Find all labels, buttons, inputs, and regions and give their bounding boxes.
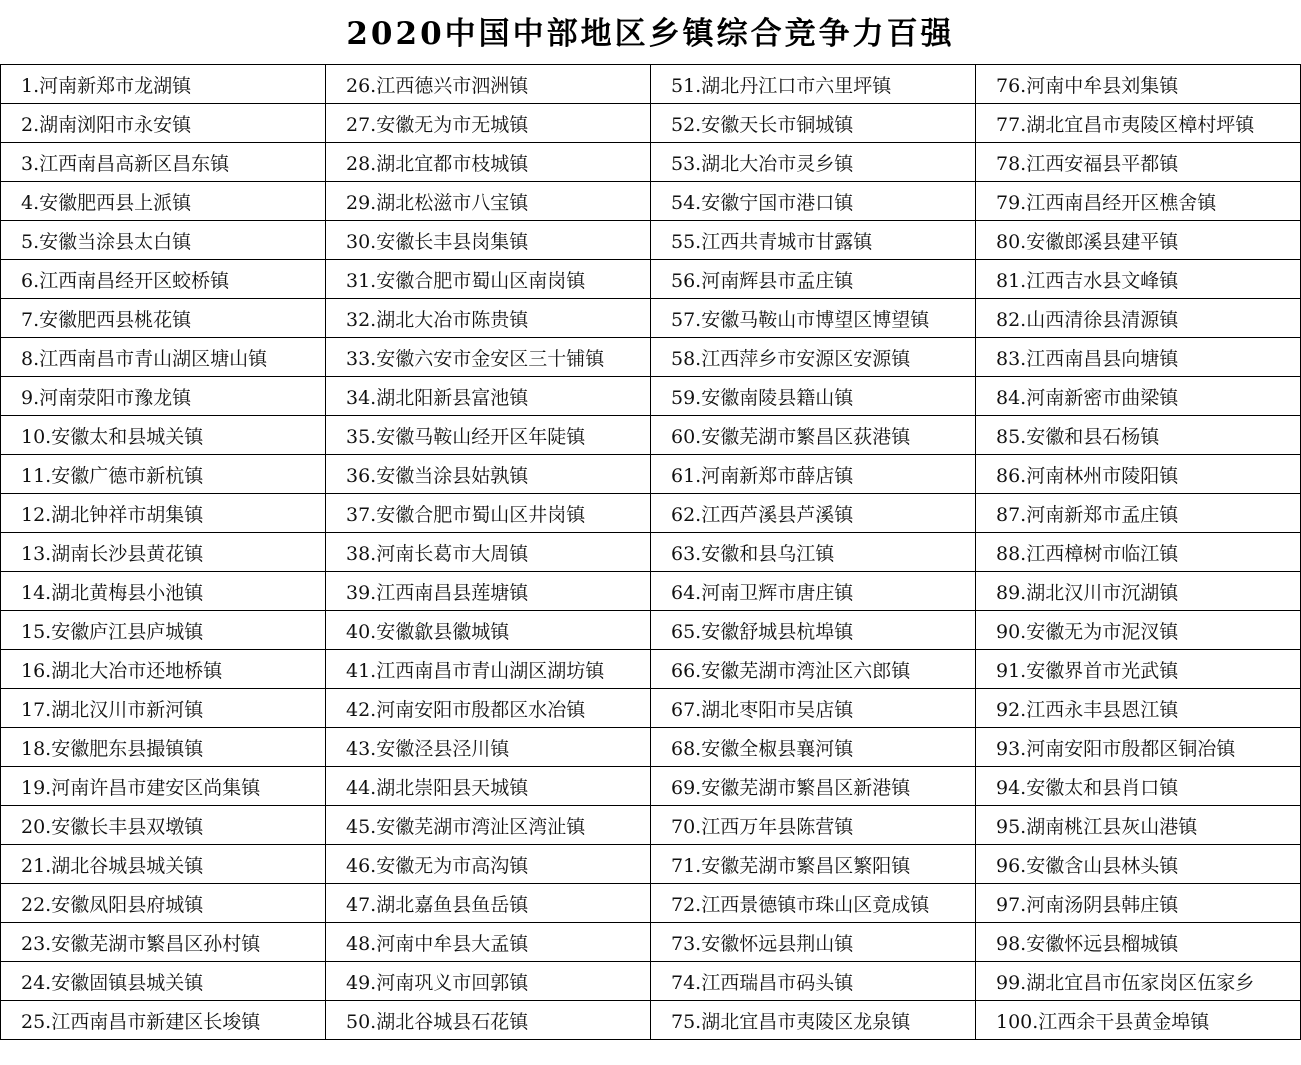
ranking-cell: 26.江西德兴市泗洲镇 xyxy=(326,65,651,104)
ranking-cell: 65.安徽舒城县杭埠镇 xyxy=(651,611,976,650)
ranking-cell: 78.江西安福县平都镇 xyxy=(976,143,1301,182)
ranking-cell: 25.江西南昌市新建区长埈镇 xyxy=(1,1001,326,1040)
table-row xyxy=(1,182,1301,221)
ranking-cell: 62.江西芦溪县芦溪镇 xyxy=(651,494,976,533)
ranking-cell: 13.湖南长沙县黄花镇 xyxy=(1,533,326,572)
ranking-cell: 100.江西余干县黄金埠镇 xyxy=(976,1001,1301,1040)
ranking-cell: 71.安徽芜湖市繁昌区繁阳镇 xyxy=(651,845,976,884)
table-row xyxy=(1,728,1301,767)
ranking-cell: 59.安徽南陵县籍山镇 xyxy=(651,377,976,416)
ranking-cell: 86.河南林州市陵阳镇 xyxy=(976,455,1301,494)
ranking-cell: 66.安徽芜湖市湾沚区六郎镇 xyxy=(651,650,976,689)
ranking-cell: 6.江西南昌经开区蛟桥镇 xyxy=(1,260,326,299)
ranking-cell: 88.江西樟树市临江镇 xyxy=(976,533,1301,572)
ranking-cell: 82.山西清徐县清源镇 xyxy=(976,299,1301,338)
ranking-cell: 50.湖北谷城县石花镇 xyxy=(326,1001,651,1040)
ranking-table-body xyxy=(1,65,1301,1040)
ranking-cell: 34.湖北阳新县富池镇 xyxy=(326,377,651,416)
ranking-cell: 9.河南荥阳市豫龙镇 xyxy=(1,377,326,416)
table-row xyxy=(1,104,1301,143)
ranking-cell: 52.安徽天长市铜城镇 xyxy=(651,104,976,143)
ranking-cell: 96.安徽含山县林头镇 xyxy=(976,845,1301,884)
table-row xyxy=(1,884,1301,923)
ranking-cell: 84.河南新密市曲梁镇 xyxy=(976,377,1301,416)
ranking-cell: 36.安徽当涂县姑孰镇 xyxy=(326,455,651,494)
table-row xyxy=(1,221,1301,260)
ranking-cell: 54.安徽宁国市港口镇 xyxy=(651,182,976,221)
ranking-cell: 12.湖北钟祥市胡集镇 xyxy=(1,494,326,533)
ranking-cell: 74.江西瑞昌市码头镇 xyxy=(651,962,976,1001)
ranking-cell: 72.江西景德镇市珠山区竟成镇 xyxy=(651,884,976,923)
ranking-cell: 95.湖南桃江县灰山港镇 xyxy=(976,806,1301,845)
ranking-cell: 35.安徽马鞍山经开区年陡镇 xyxy=(326,416,651,455)
table-row xyxy=(1,416,1301,455)
ranking-cell: 27.安徽无为市无城镇 xyxy=(326,104,651,143)
ranking-cell: 58.江西萍乡市安源区安源镇 xyxy=(651,338,976,377)
table-row xyxy=(1,143,1301,182)
ranking-cell: 31.安徽合肥市蜀山区南岗镇 xyxy=(326,260,651,299)
ranking-cell: 18.安徽肥东县撮镇镇 xyxy=(1,728,326,767)
ranking-cell: 85.安徽和县石杨镇 xyxy=(976,416,1301,455)
ranking-cell: 48.河南中牟县大孟镇 xyxy=(326,923,651,962)
ranking-cell: 87.河南新郑市孟庄镇 xyxy=(976,494,1301,533)
ranking-cell: 80.安徽郎溪县建平镇 xyxy=(976,221,1301,260)
ranking-cell: 23.安徽芜湖市繁昌区孙村镇 xyxy=(1,923,326,962)
ranking-cell: 32.湖北大冶市陈贵镇 xyxy=(326,299,651,338)
ranking-cell: 68.安徽全椒县襄河镇 xyxy=(651,728,976,767)
table-row xyxy=(1,650,1301,689)
ranking-cell: 51.湖北丹江口市六里坪镇 xyxy=(651,65,976,104)
ranking-cell: 15.安徽庐江县庐城镇 xyxy=(1,611,326,650)
table-row xyxy=(1,923,1301,962)
ranking-cell: 67.湖北枣阳市吴店镇 xyxy=(651,689,976,728)
ranking-cell: 7.安徽肥西县桃花镇 xyxy=(1,299,326,338)
ranking-cell: 97.河南汤阴县韩庄镇 xyxy=(976,884,1301,923)
ranking-cell: 29.湖北松滋市八宝镇 xyxy=(326,182,651,221)
ranking-cell: 30.安徽长丰县岗集镇 xyxy=(326,221,651,260)
ranking-cell: 24.安徽固镇县城关镇 xyxy=(1,962,326,1001)
ranking-cell: 73.安徽怀远县荆山镇 xyxy=(651,923,976,962)
table-row xyxy=(1,572,1301,611)
ranking-cell: 75.湖北宜昌市夷陵区龙泉镇 xyxy=(651,1001,976,1040)
table-row xyxy=(1,494,1301,533)
table-row xyxy=(1,611,1301,650)
ranking-cell: 70.江西万年县陈营镇 xyxy=(651,806,976,845)
ranking-cell: 61.河南新郑市薛店镇 xyxy=(651,455,976,494)
table-row xyxy=(1,455,1301,494)
table-row xyxy=(1,845,1301,884)
ranking-cell: 69.安徽芜湖市繁昌区新港镇 xyxy=(651,767,976,806)
ranking-cell: 2.湖南浏阳市永安镇 xyxy=(1,104,326,143)
ranking-cell: 28.湖北宜都市枝城镇 xyxy=(326,143,651,182)
ranking-cell: 63.安徽和县乌江镇 xyxy=(651,533,976,572)
ranking-cell: 22.安徽凤阳县府城镇 xyxy=(1,884,326,923)
ranking-cell: 60.安徽芜湖市繁昌区荻港镇 xyxy=(651,416,976,455)
ranking-cell: 20.安徽长丰县双墩镇 xyxy=(1,806,326,845)
table-row xyxy=(1,767,1301,806)
ranking-cell: 16.湖北大冶市还地桥镇 xyxy=(1,650,326,689)
ranking-cell: 89.湖北汉川市沉湖镇 xyxy=(976,572,1301,611)
table-row xyxy=(1,338,1301,377)
ranking-cell: 4.安徽肥西县上派镇 xyxy=(1,182,326,221)
table-row xyxy=(1,260,1301,299)
table-row xyxy=(1,533,1301,572)
ranking-cell: 47.湖北嘉鱼县鱼岳镇 xyxy=(326,884,651,923)
ranking-cell: 49.河南巩义市回郭镇 xyxy=(326,962,651,1001)
table-row xyxy=(1,299,1301,338)
ranking-cell: 10.安徽太和县城关镇 xyxy=(1,416,326,455)
ranking-cell: 3.江西南昌高新区昌东镇 xyxy=(1,143,326,182)
ranking-cell: 44.湖北崇阳县天城镇 xyxy=(326,767,651,806)
table-row xyxy=(1,689,1301,728)
ranking-cell: 99.湖北宜昌市伍家岗区伍家乡 xyxy=(976,962,1301,1001)
ranking-cell: 21.湖北谷城县城关镇 xyxy=(1,845,326,884)
table-row xyxy=(1,65,1301,104)
table-row xyxy=(1,806,1301,845)
ranking-cell: 91.安徽界首市光武镇 xyxy=(976,650,1301,689)
ranking-cell: 92.江西永丰县恩江镇 xyxy=(976,689,1301,728)
ranking-cell: 17.湖北汉川市新河镇 xyxy=(1,689,326,728)
page-title: 2020中国中部地区乡镇综合竞争力百强 xyxy=(346,16,955,52)
ranking-cell: 8.江西南昌市青山湖区塘山镇 xyxy=(1,338,326,377)
ranking-cell: 56.河南辉县市孟庄镇 xyxy=(651,260,976,299)
ranking-cell: 46.安徽无为市高沟镇 xyxy=(326,845,651,884)
ranking-cell: 77.湖北宜昌市夷陵区樟村坪镇 xyxy=(976,104,1301,143)
ranking-cell: 81.江西吉水县文峰镇 xyxy=(976,260,1301,299)
ranking-table xyxy=(0,64,1301,1040)
table-row xyxy=(1,1001,1301,1040)
ranking-cell: 1.河南新郑市龙湖镇 xyxy=(1,65,326,104)
ranking-cell: 39.江西南昌县莲塘镇 xyxy=(326,572,651,611)
ranking-cell: 76.河南中牟县刘集镇 xyxy=(976,65,1301,104)
ranking-cell: 41.江西南昌市青山湖区湖坊镇 xyxy=(326,650,651,689)
ranking-cell: 64.河南卫辉市唐庄镇 xyxy=(651,572,976,611)
ranking-cell: 11.安徽广德市新杭镇 xyxy=(1,455,326,494)
ranking-cell: 19.河南许昌市建安区尚集镇 xyxy=(1,767,326,806)
ranking-cell: 55.江西共青城市甘露镇 xyxy=(651,221,976,260)
ranking-cell: 94.安徽太和县肖口镇 xyxy=(976,767,1301,806)
ranking-cell: 45.安徽芜湖市湾沚区湾沚镇 xyxy=(326,806,651,845)
ranking-cell: 79.江西南昌经开区樵舍镇 xyxy=(976,182,1301,221)
table-row xyxy=(1,377,1301,416)
ranking-cell: 40.安徽歙县徽城镇 xyxy=(326,611,651,650)
ranking-cell: 42.河南安阳市殷都区水冶镇 xyxy=(326,689,651,728)
ranking-cell: 37.安徽合肥市蜀山区井岗镇 xyxy=(326,494,651,533)
ranking-cell: 93.河南安阳市殷都区铜冶镇 xyxy=(976,728,1301,767)
ranking-cell: 14.湖北黄梅县小池镇 xyxy=(1,572,326,611)
table-row xyxy=(1,962,1301,1001)
ranking-cell: 90.安徽无为市泥汊镇 xyxy=(976,611,1301,650)
ranking-cell: 53.湖北大冶市灵乡镇 xyxy=(651,143,976,182)
ranking-cell: 83.江西南昌县向塘镇 xyxy=(976,338,1301,377)
ranking-cell: 43.安徽泾县泾川镇 xyxy=(326,728,651,767)
ranking-cell: 38.河南长葛市大周镇 xyxy=(326,533,651,572)
ranking-cell: 33.安徽六安市金安区三十铺镇 xyxy=(326,338,651,377)
ranking-cell: 5.安徽当涂县太白镇 xyxy=(1,221,326,260)
ranking-cell: 98.安徽怀远县榴城镇 xyxy=(976,923,1301,962)
ranking-cell: 57.安徽马鞍山市博望区博望镇 xyxy=(651,299,976,338)
